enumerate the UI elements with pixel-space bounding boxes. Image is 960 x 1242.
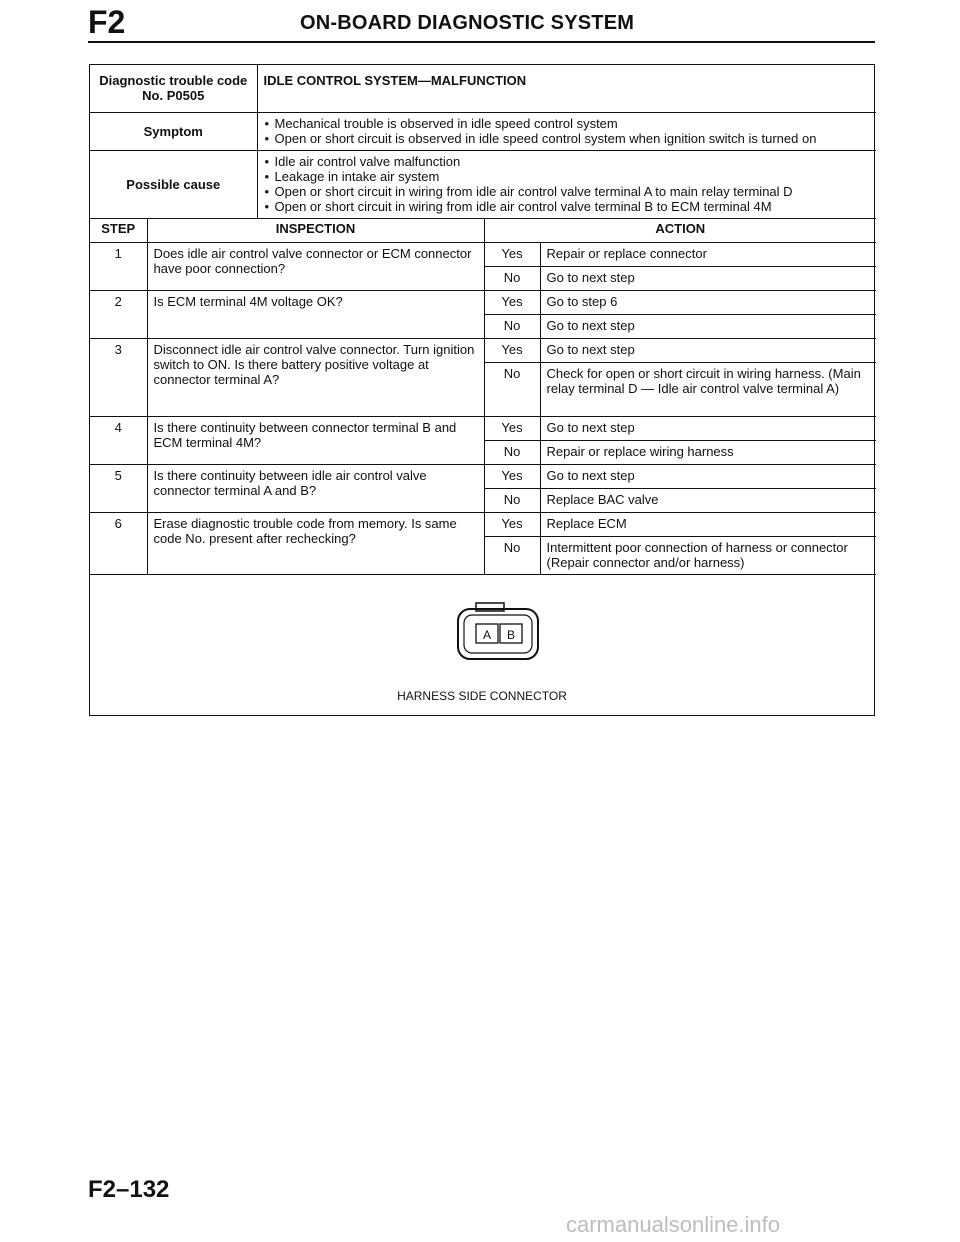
cause-item: • Idle air control valve malfunction	[264, 154, 871, 169]
table-row	[90, 464, 876, 488]
yes-action: Go to next step	[540, 464, 876, 488]
cause-row	[90, 150, 876, 218]
cause-item: • Open or short circuit in wiring from idle air control valve terminal B to ECM terminal 4M	[264, 199, 871, 214]
connector-caption: HARNESS SIDE CONNECTOR	[397, 689, 567, 703]
terminal-a-label: A	[482, 628, 492, 642]
no-label: No	[484, 488, 540, 512]
column-header-row	[90, 218, 876, 242]
dtc-title: IDLE CONTROL SYSTEM—MALFUNCTION	[257, 65, 876, 112]
yes-action: Go to step 6	[540, 290, 876, 314]
cause-label: Possible cause	[90, 150, 257, 218]
step-inspection: Is ECM terminal 4M voltage OK?	[147, 290, 484, 338]
col-action-header: ACTION	[484, 218, 876, 242]
no-action: Replace BAC valve	[540, 488, 876, 512]
header-rule	[88, 41, 875, 43]
no-label: No	[484, 536, 540, 574]
step-inspection: Is there continuity between idle air control valve connector terminal A and B?	[147, 464, 484, 512]
no-label: No	[484, 314, 540, 338]
yes-label: Yes	[484, 338, 540, 362]
no-label: No	[484, 440, 540, 464]
watermark: carmanualsonline.info	[566, 1212, 781, 1237]
yes-label: Yes	[484, 416, 540, 440]
symptom-item: • Mechanical trouble is observed in idle speed control system	[264, 116, 871, 131]
no-action: Go to next step	[540, 314, 876, 338]
symptom-cell	[257, 112, 876, 150]
no-label: No	[484, 362, 540, 416]
yes-action: Go to next step	[540, 338, 876, 362]
dtc-row	[90, 65, 876, 112]
step-number: 2	[90, 290, 147, 338]
no-label: No	[484, 266, 540, 290]
section-code: F2	[88, 4, 126, 40]
step-number: 5	[90, 464, 147, 512]
no-action: Go to next step	[540, 266, 876, 290]
connector-illustration	[90, 571, 876, 681]
yes-action: Go to next step	[540, 416, 876, 440]
col-inspection-header: INSPECTION	[147, 218, 484, 242]
step-inspection: Erase diagnostic trouble code from memory. Is same code No. present after rechecking?	[147, 512, 484, 574]
step-inspection: Does idle air control valve connector or ECM connector have poor connection?	[147, 242, 484, 290]
no-action: Check for open or short circuit in wiring harness. (Main relay terminal D — Idle air control valve terminal A)	[540, 362, 876, 416]
step-inspection: Disconnect idle air control valve connector. Turn ignition switch to ON. Is there battery positive voltage at connector terminal A?	[147, 338, 484, 416]
yes-label: Yes	[484, 464, 540, 488]
step-number: 3	[90, 338, 147, 416]
yes-action: Repair or replace connector	[540, 242, 876, 266]
table-row	[90, 290, 876, 314]
step-number: 1	[90, 242, 147, 290]
yes-action: Replace ECM	[540, 512, 876, 536]
table-row	[90, 512, 876, 536]
yes-label: Yes	[484, 512, 540, 536]
table-row	[90, 242, 876, 266]
symptom-item: • Open or short circuit is observed in idle speed control system when ignition switch is turned on	[264, 131, 871, 146]
page-number: F2–132	[88, 1176, 170, 1203]
table-row	[90, 416, 876, 440]
symptom-label: Symptom	[90, 112, 257, 150]
yes-label: Yes	[484, 290, 540, 314]
symptom-row	[90, 112, 876, 150]
terminal-b-label: B	[506, 628, 516, 642]
step-inspection: Is there continuity between connector terminal B and ECM terminal 4M?	[147, 416, 484, 464]
page-title: ON-BOARD DIAGNOSTIC SYSTEM	[300, 12, 635, 34]
cause-item: • Leakage in intake air system	[264, 169, 871, 184]
table-row	[90, 338, 876, 362]
diagnostic-table-frame	[89, 64, 875, 716]
no-action: Repair or replace wiring harness	[540, 440, 876, 464]
cause-cell	[257, 150, 876, 218]
diagnostic-table	[90, 65, 876, 575]
col-step-header: STEP	[90, 218, 147, 242]
dtc-label: Diagnostic trouble code No. P0505	[90, 65, 257, 112]
step-number: 6	[90, 512, 147, 574]
connector-diagram	[90, 571, 874, 717]
no-action: Intermittent poor connection of harness or connector (Repair connector and/or harness)	[540, 536, 876, 574]
step-number: 4	[90, 416, 147, 464]
cause-item: • Open or short circuit in wiring from idle air control valve terminal A to main relay terminal D	[264, 184, 871, 199]
yes-label: Yes	[484, 242, 540, 266]
